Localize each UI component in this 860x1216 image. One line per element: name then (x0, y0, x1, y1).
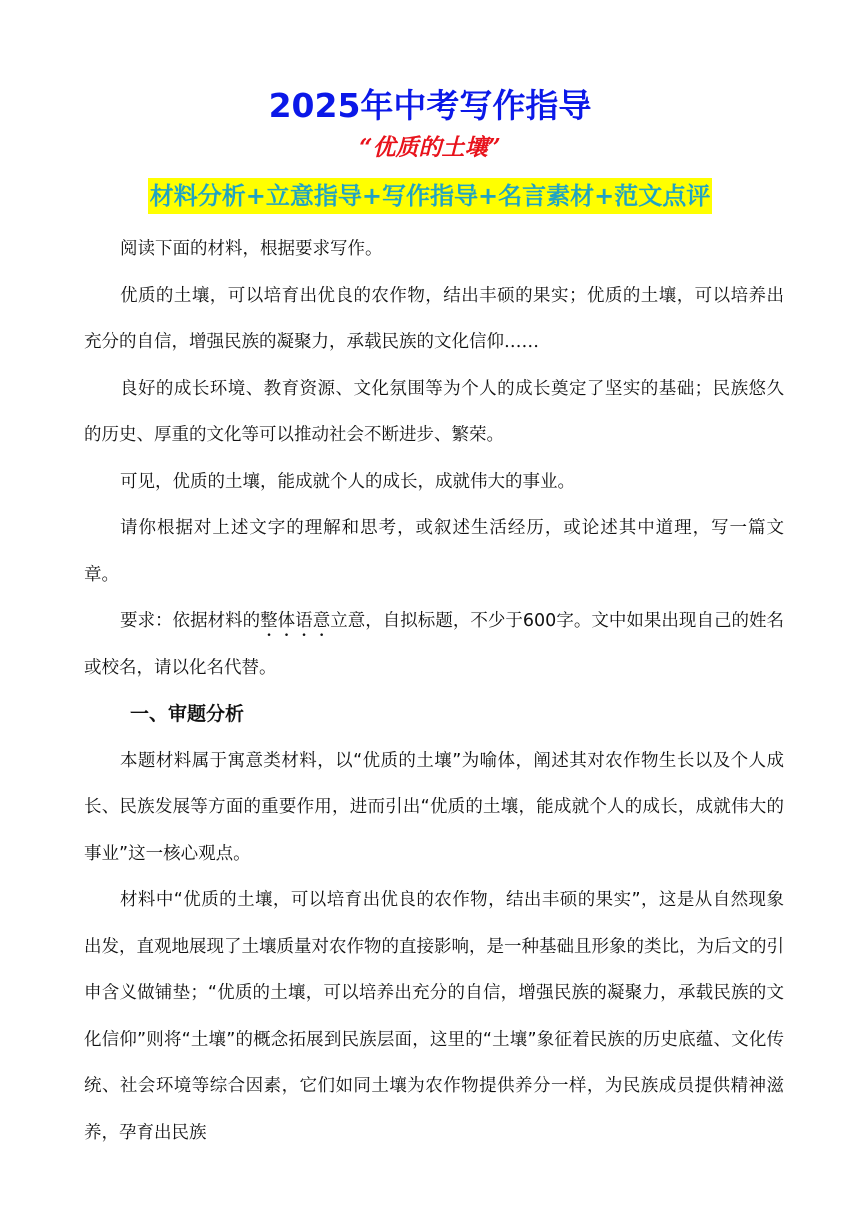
banner-container (0, 178, 860, 214)
highlight-banner: 材料分析+立意指导+写作指导+名言素材+范文点评 (148, 178, 712, 214)
prompt-intro: 阅读下面的材料，根据要求写作。 (120, 239, 383, 259)
document-title: 2025年中考写作指导 (268, 86, 592, 125)
prompt-requirements (84, 598, 784, 691)
prompt-paragraph-2: 良好的成长环境、教育资源、文化氛围等为个人的成长奠定了坚实的基础；民族悠久的历史、厚重的文化等可以推动社会不断进步、繁荣。 (84, 378, 784, 445)
section-heading: 一、审题分析 (130, 703, 245, 725)
requirements-rest: 立意，自拟标题，不少于600字。文中如果出现自己的姓名或校名，请以化名代替。 (84, 611, 785, 678)
analysis-paragraph-1: 本题材料属于寓意类材料，以“优质的土壤”为喻体，阐述其对农作物生长以及个人成长、民族发展等方面的重要作用，进而引出“优质的土壤，能成就个人的成长，成就伟大的事业”这一核心观点。 (84, 750, 784, 864)
analysis-paragraph-2: 材料中“优质的土壤，可以培育出优良的农作物，结出丰硕的果实”，这是从自然现象出发，直观地展现了土壤质量对农作物的直接影响，是一种基础且形象的类比，为后文的引申含义做铺垫；“优质的土壤，可以培养出充分的自信，增强民族的凝聚力，承载民族的文化信仰”则将“土壤”的概念拓展到民族层面，这里的“土壤”象征着民族的历史底蕴、文化传统、社会环境等综合因素，它们如同土壤为农作物提供养分一样，为民族成员提供精神滋养，孕育出民族 (84, 890, 784, 1143)
prompt-paragraph-4: 请你根据对上述文字的理解和思考，或叙述生活经历，或论述其中道理，写一篇文章。 (84, 518, 784, 585)
requirements-emphasis: 整体语意 (260, 611, 331, 631)
prompt-paragraph-3: 可见，优质的土壤，能成就个人的成长，成就伟大的事业。 (120, 471, 575, 492)
document-subtitle: “优质的土壤” (359, 134, 501, 161)
prompt-paragraph-1: 优质的土壤，可以培育出优良的农作物，结出丰硕的果实；优质的土壤，可以培养出充分的自信，增强民族的凝聚力，承载民族的文化信仰…… (84, 285, 784, 352)
document-body (84, 226, 784, 1156)
requirements-lead: 要求：依据材料的 (120, 611, 261, 631)
